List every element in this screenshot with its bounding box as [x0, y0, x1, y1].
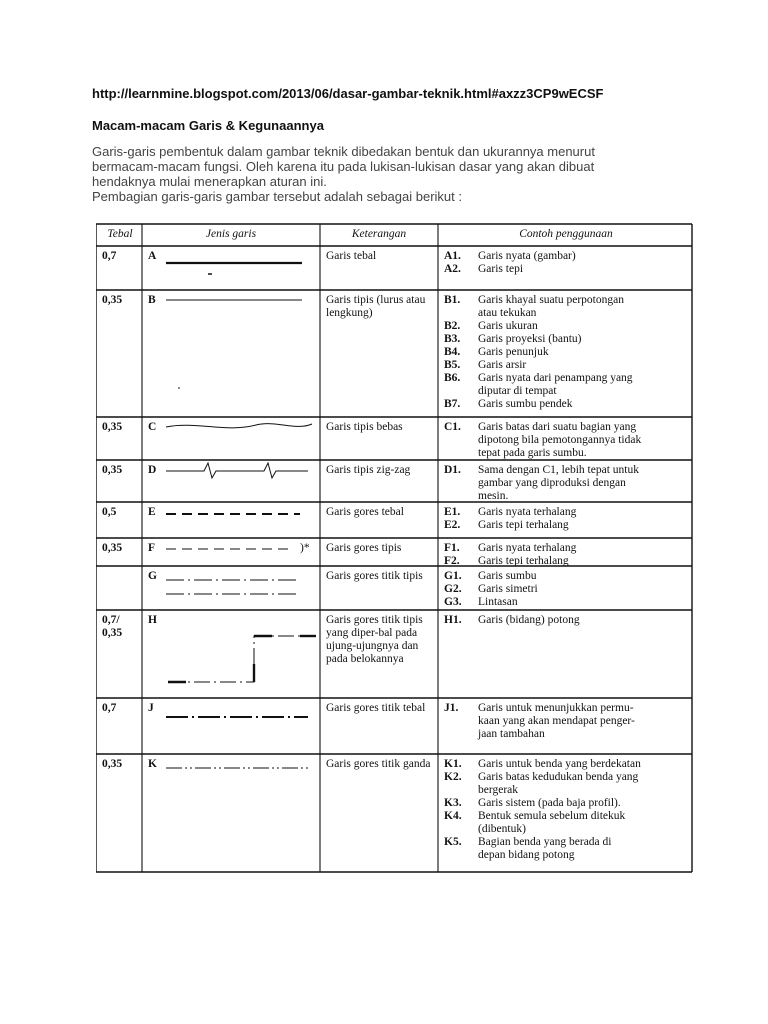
example-text: Garis khayal suatu perpotongan — [478, 294, 624, 306]
example-continuation: atau tekukan — [478, 307, 537, 319]
example-continuation: bergerak — [478, 784, 519, 796]
example-code: E2. — [444, 519, 461, 531]
example-item — [444, 359, 526, 372]
example-item — [444, 596, 518, 609]
tebal-value: 0,7/ 0,35 — [102, 614, 123, 639]
header-tebal: Tebal — [107, 228, 133, 240]
example-code: D1. — [444, 464, 461, 476]
keterangan-text: Garis tipis zig-zag — [326, 464, 411, 476]
example-text: Garis nyata terhalang — [478, 506, 577, 518]
example-text: Garis batas dari suatu bagian yang — [478, 421, 637, 433]
example-text: Bagian benda yang berada di — [478, 836, 612, 848]
example-item — [444, 836, 611, 849]
keterangan-text: Garis tipis (lurus atau lengkung) — [326, 294, 426, 319]
example-code: B1. — [444, 294, 461, 306]
tebal-value: 0,7 — [102, 250, 117, 262]
example-text: Garis nyata terhalang — [478, 542, 577, 554]
example-text: Garis nyata dari penampang yang — [478, 372, 633, 384]
keterangan-text: Garis gores titik tebal — [326, 702, 426, 714]
example-item — [444, 263, 523, 276]
example-continuation: (dibentuk) — [478, 823, 526, 835]
example-continuation: dipotong bila pemotongannya tidak — [478, 434, 642, 446]
keterangan-text: Garis gores titik ganda — [326, 758, 431, 770]
example-code: A2. — [444, 263, 461, 275]
example-code: C1. — [444, 421, 461, 433]
example-code: G1. — [444, 570, 462, 582]
example-item — [444, 797, 621, 810]
example-item — [444, 614, 580, 627]
example-item — [444, 506, 576, 519]
tebal-value: 0,35 — [102, 758, 123, 770]
tebal-value: 0,35 — [102, 542, 123, 554]
example-code: K3. — [444, 797, 462, 809]
line-letter: E — [148, 506, 156, 518]
example-item — [444, 771, 638, 784]
example-text: Garis untuk benda yang berdekatan — [478, 758, 641, 770]
example-text: Garis nyata (gambar) — [478, 250, 576, 262]
example-text: Garis tepi terhalang — [478, 519, 569, 531]
line-letter: K — [148, 758, 157, 770]
example-code: K5. — [444, 836, 462, 848]
sample-line-c — [166, 424, 312, 428]
example-continuation: kaan yang akan mendapat penger- — [478, 715, 635, 727]
line-types-table — [96, 220, 694, 874]
example-code: E1. — [444, 506, 461, 518]
example-text: Garis penunjuk — [478, 346, 549, 358]
example-code: J1. — [444, 702, 459, 714]
keterangan-text: Garis gores titik tipis — [326, 570, 423, 582]
intro-line: Pembagian garis-garis gambar tersebut adalah sebagai berikut : — [92, 189, 462, 204]
example-item — [444, 555, 569, 568]
example-code: B7. — [444, 398, 461, 410]
example-item — [444, 421, 636, 434]
example-continuation: depan bidang potong — [478, 849, 575, 861]
line-letter: D — [148, 464, 157, 476]
example-text: Garis ukuran — [478, 320, 538, 332]
example-item — [444, 810, 625, 823]
example-item — [444, 398, 573, 411]
example-code: H1. — [444, 614, 462, 626]
line-letter: F — [148, 542, 156, 554]
example-code: F1. — [444, 542, 460, 554]
example-code: K2. — [444, 771, 462, 783]
example-code: K1. — [444, 758, 462, 770]
header-jenis-garis: Jenis garis — [205, 228, 257, 240]
intro-paragraph — [92, 144, 652, 204]
keterangan-text: Garis gores tipis — [326, 542, 402, 554]
intro-line: bermacam-macam fungsi. Oleh karena itu pada lukisan-lukisan dasar yang akan dibuat — [92, 159, 595, 174]
example-text: Garis (bidang) potong — [478, 614, 580, 626]
tebal-value: 0,35 — [102, 294, 123, 306]
example-item — [444, 320, 538, 333]
example-continuation: tepat pada garis sumbu. — [478, 447, 587, 459]
example-item — [444, 570, 536, 583]
example-text: Garis simetri — [478, 583, 538, 595]
example-continuation: gambar yang diproduksi dengan — [478, 477, 626, 489]
example-item — [444, 542, 576, 555]
example-item — [444, 294, 624, 307]
example-item — [444, 250, 576, 263]
example-text: Garis untuk menunjukkan permu- — [478, 702, 634, 714]
example-code: F2. — [444, 555, 460, 567]
line-letter: G — [148, 570, 157, 582]
footnote-mark: )* — [300, 542, 310, 554]
source-url[interactable]: http://learnmine.blogspot.com/2013/06/dasar-gambar-teknik.html#axzz3CP9wECSF — [92, 86, 604, 101]
example-continuation: diputar di tempat — [478, 385, 557, 397]
sample-line-h — [168, 636, 316, 682]
keterangan-text: Garis gores tebal — [326, 506, 404, 518]
example-code: B2. — [444, 320, 461, 332]
example-code: G2. — [444, 583, 462, 595]
tebal-value: 0,7 — [102, 702, 117, 714]
example-item — [444, 346, 549, 359]
example-item — [444, 519, 569, 532]
header-keterangan: Keterangan — [351, 228, 407, 240]
example-text: Garis arsir — [478, 359, 527, 371]
example-item — [444, 758, 641, 771]
example-text: Lintasan — [478, 596, 518, 608]
keterangan-text: Garis gores titik tipis yang diper-bal pada ujung-ujungnya dan pada belokannya — [326, 614, 423, 665]
example-code: B6. — [444, 372, 461, 384]
example-text: Bentuk semula sebelum ditekuk — [478, 810, 626, 822]
section-heading: Macam-macam Garis & Kegunaannya — [92, 118, 324, 133]
example-text: Garis batas kedudukan benda yang — [478, 771, 639, 783]
example-text: Garis tepi — [478, 263, 524, 275]
example-continuation: mesin. — [478, 490, 509, 502]
line-letter: B — [148, 294, 156, 306]
example-text: Sama dengan C1, lebih tepat untuk — [478, 464, 639, 476]
example-code: K4. — [444, 810, 462, 822]
example-item — [444, 333, 581, 346]
line-letter: J — [148, 702, 154, 714]
example-code: B5. — [444, 359, 461, 371]
example-text: Garis sistem (pada baja profil). — [478, 797, 621, 809]
example-text: Garis sumbu pendek — [478, 398, 573, 410]
tebal-value: 0,35 — [102, 421, 123, 433]
example-code: B3. — [444, 333, 461, 345]
example-text: Garis sumbu — [478, 570, 537, 582]
example-item — [444, 372, 633, 385]
example-code: G3. — [444, 596, 462, 608]
example-item — [444, 464, 639, 477]
example-text: Garis proyeksi (bantu) — [478, 333, 582, 345]
keterangan-text: Garis tipis bebas — [326, 421, 403, 433]
example-text: Garis tepi terhalang — [478, 555, 569, 567]
example-item — [444, 583, 538, 596]
intro-line: Garis-garis pembentuk dalam gambar teknik dibedakan bentuk dan ukurannya menurut — [92, 144, 595, 159]
example-code: B4. — [444, 346, 461, 358]
tebal-value: 0,5 — [102, 506, 117, 518]
sample-line-d — [166, 463, 308, 478]
line-letter: C — [148, 421, 157, 433]
example-code: A1. — [444, 250, 461, 262]
example-continuation: jaan tambahan — [478, 728, 545, 740]
header-contoh-penggunaan: Contoh penggunaan — [519, 228, 613, 240]
tebal-value: 0,35 — [102, 464, 123, 476]
intro-line: hendaknya mulai menerapkan aturan ini. — [92, 174, 327, 189]
line-letter: A — [148, 250, 157, 262]
example-item — [444, 702, 634, 715]
keterangan-text: Garis tebal — [326, 250, 377, 262]
line-letter: H — [148, 614, 157, 626]
